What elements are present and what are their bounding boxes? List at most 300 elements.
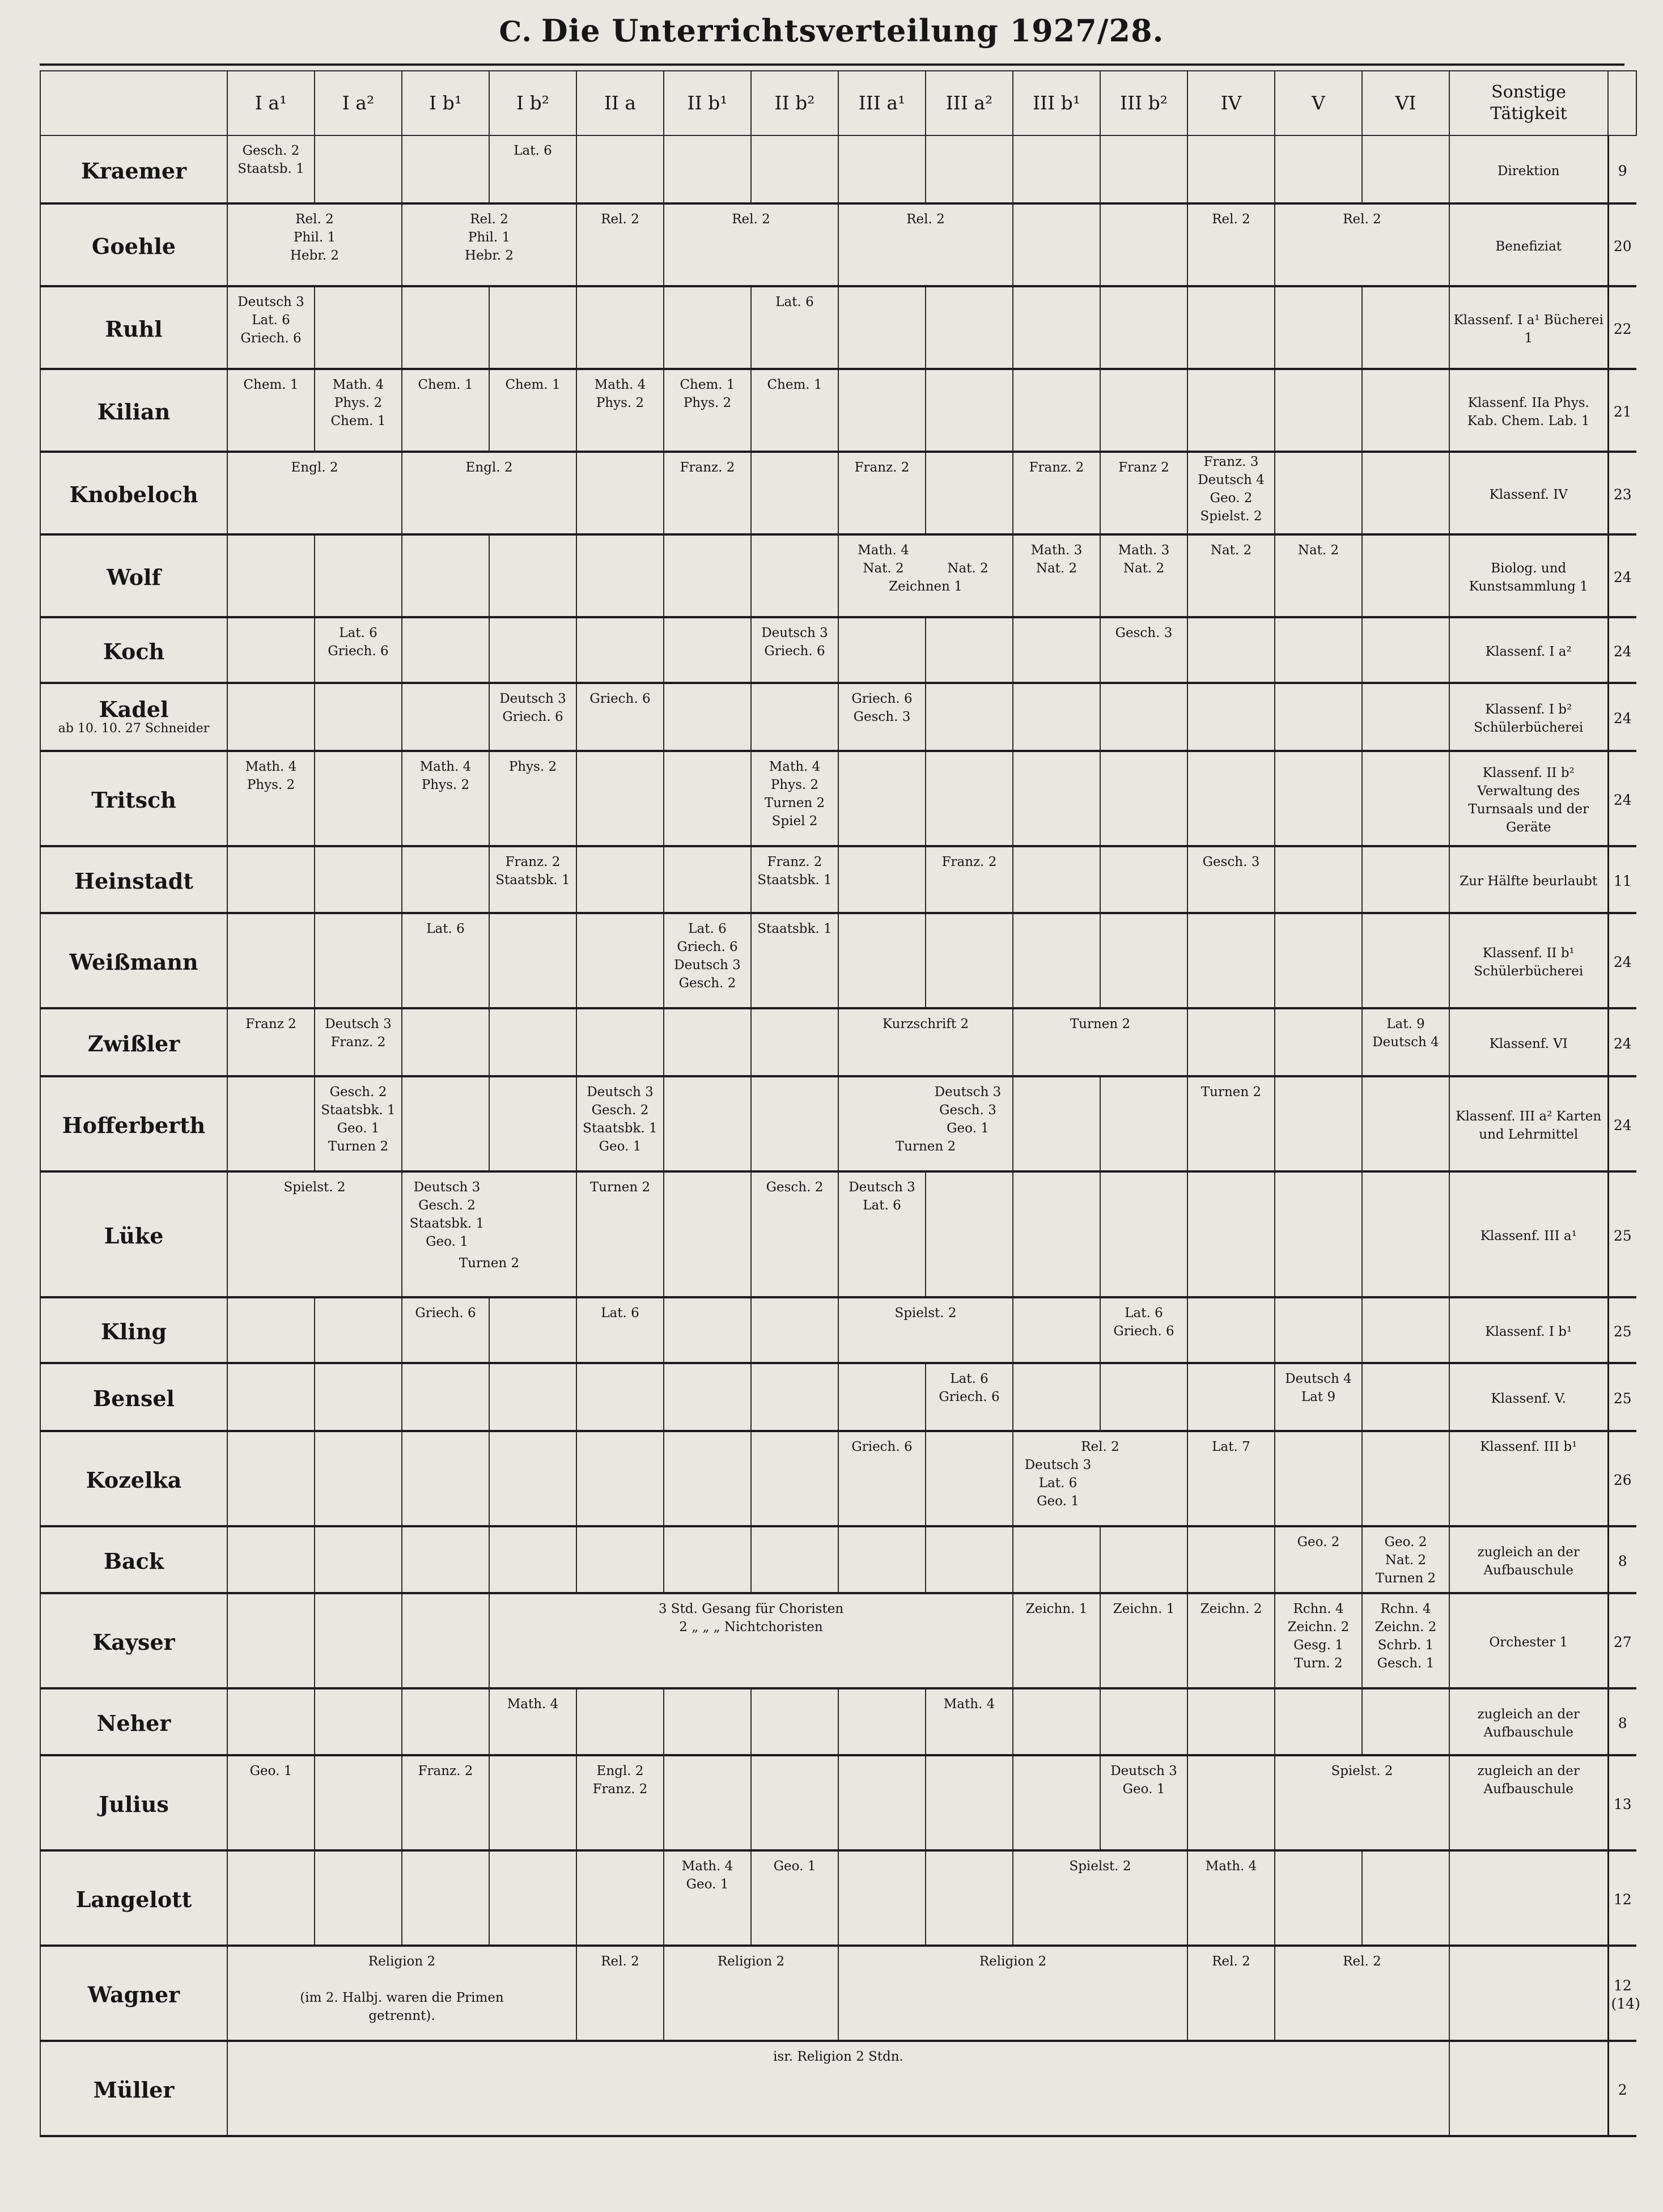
other-duty: Orchester 1 <box>1449 1593 1608 1688</box>
lessons-cell <box>751 1171 838 1297</box>
empty-cell <box>315 913 402 1008</box>
lessons-cell <box>315 369 402 452</box>
empty-cell <box>838 1688 926 1755</box>
empty-cell <box>751 683 838 751</box>
lesson-entry: Franz. 2 <box>592 1782 648 1797</box>
lesson-entry: Staatsbk. 1 <box>757 922 832 936</box>
lesson-entry: Staatsbk. 1 <box>757 873 832 888</box>
empty-cell <box>1013 1755 1100 1850</box>
empty-cell <box>838 617 926 683</box>
lesson-entry: Rel. 2 <box>601 212 639 227</box>
empty-cell <box>1275 135 1362 203</box>
lessons-cell <box>1013 534 1100 617</box>
empty-cell <box>751 1076 838 1171</box>
lesson-entry: Franz. 2 <box>767 855 822 869</box>
teacher-name: Kayser <box>40 1593 227 1688</box>
lessons-cell <box>402 203 576 286</box>
table-row <box>40 2041 1636 2136</box>
empty-cell <box>1187 1363 1275 1431</box>
lessons-cell <box>227 286 315 369</box>
lesson-entry: Gesch. 1 <box>1377 1656 1435 1671</box>
lesson-entry: Zeichn. 1 <box>1025 1602 1088 1616</box>
lesson-entry: Nat. 2 <box>947 561 989 576</box>
lessons-cell <box>1275 1593 1362 1688</box>
empty-cell <box>926 1850 1013 1946</box>
choir-lessons <box>489 1593 1013 1688</box>
lesson-entry: Deutsch 3 <box>934 1085 1002 1099</box>
empty-cell <box>315 286 402 369</box>
empty-cell <box>664 534 751 617</box>
teacher-name: Lüke <box>40 1171 227 1297</box>
header-class: VI <box>1362 71 1449 135</box>
lessons-cell <box>315 1076 402 1171</box>
hours-total: 24 <box>1608 617 1636 683</box>
lessons-cell <box>751 751 838 846</box>
lesson-entry: Engl. 2 <box>596 1764 644 1778</box>
lessons-cell <box>1187 846 1275 913</box>
teacher-name: Goehle <box>40 203 227 286</box>
teacher-name: Bensel <box>40 1363 227 1431</box>
lessons-cell <box>1013 1593 1100 1688</box>
empty-cell <box>489 1363 576 1431</box>
teacher-name: Neher <box>40 1688 227 1755</box>
lesson-entry: Turnen 2 <box>328 1139 389 1154</box>
lesson-entry: Nat. 2 <box>863 561 904 576</box>
lesson-entry: Geo. 2 <box>1210 491 1253 506</box>
empty-cell <box>664 1008 751 1076</box>
lessons-cell <box>1187 534 1275 617</box>
lesson-entry: Franz. 2 <box>330 1035 386 1050</box>
empty-cell <box>1187 913 1275 1008</box>
header-class: III b¹ <box>1013 71 1100 135</box>
lesson-entry: Deutsch 4 <box>1198 473 1265 487</box>
empty-cell <box>838 751 926 846</box>
lesson-entry: Math. 4 <box>419 759 472 774</box>
empty-cell <box>926 913 1013 1008</box>
lesson-entry: Staatsbk. 1 <box>583 1121 657 1136</box>
empty-cell <box>576 1688 664 1755</box>
lesson-entry: Religion 2 <box>717 1954 785 1969</box>
empty-cell <box>227 534 315 617</box>
empty-cell <box>227 1363 315 1431</box>
empty-cell <box>751 1755 838 1850</box>
header-other: Sonstige Tätigkeit <box>1449 71 1608 135</box>
empty-cell <box>1187 1171 1275 1297</box>
empty-cell <box>227 1076 315 1171</box>
empty-cell <box>315 846 402 913</box>
lessons-cell <box>402 1297 489 1363</box>
other-duty: Klassenf. I a² <box>1449 617 1608 683</box>
lessons-cell <box>227 452 402 534</box>
lesson-entry: Turnen 2 <box>1200 1085 1262 1099</box>
lessons-cell <box>489 846 576 913</box>
title-text: Die Unterrichtsverteilung 1927/28. <box>541 12 1164 49</box>
other-duty: Zur Hälfte beurlaubt <box>1449 846 1608 913</box>
lesson-entry: Zeichn. 2 <box>1374 1620 1437 1634</box>
other-duty <box>1449 2041 1608 2136</box>
teacher-substitute-note: ab 10. 10. 27 Schneider <box>58 721 210 736</box>
lessons-cell <box>664 1850 751 1946</box>
lesson-entry: Geo. 2 <box>1384 1535 1427 1549</box>
lesson-entry: Phys. 2 <box>334 396 383 410</box>
empty-cell <box>838 846 926 913</box>
empty-cell <box>926 135 1013 203</box>
empty-cell <box>1362 846 1449 913</box>
empty-cell <box>751 452 838 534</box>
lessons-cell <box>1362 1008 1449 1076</box>
empty-cell <box>1362 913 1449 1008</box>
lesson-entry: Chem. 1 <box>767 377 822 392</box>
empty-cell <box>402 1363 489 1431</box>
lessons-cell <box>489 369 576 452</box>
empty-cell <box>1100 369 1187 452</box>
table-row <box>40 1755 1636 1850</box>
table-row <box>40 1076 1636 1171</box>
shared-lesson: Turnen 2 <box>459 1256 520 1271</box>
empty-cell <box>576 1431 664 1526</box>
empty-cell <box>1187 617 1275 683</box>
empty-cell <box>315 1431 402 1526</box>
empty-cell <box>227 683 315 751</box>
hours-total: 26 <box>1608 1431 1636 1526</box>
lesson-entry: Hebr. 2 <box>464 248 514 263</box>
hours-total: 24 <box>1608 1076 1636 1171</box>
empty-cell <box>227 1688 315 1755</box>
lessons-cell <box>664 913 751 1008</box>
header-class: I b² <box>489 71 576 135</box>
empty-cell <box>926 683 1013 751</box>
empty-cell <box>1275 617 1362 683</box>
empty-cell <box>1187 751 1275 846</box>
lesson-entry: Griech. 6 <box>764 644 825 659</box>
empty-cell <box>838 1526 926 1593</box>
empty-cell <box>489 1297 576 1363</box>
empty-cell <box>1100 203 1187 286</box>
lessons-cell <box>315 1008 402 1076</box>
empty-cell <box>315 1755 402 1850</box>
lessons-cell <box>1275 1946 1449 2041</box>
header-class: III b² <box>1100 71 1187 135</box>
lesson-entry: Gesch. 2 <box>678 976 736 991</box>
lessons-cell: Spielst. 2 <box>227 1171 402 1297</box>
lesson-entry: Phys. 2 <box>421 778 470 792</box>
other-duty: Klassenf. VI <box>1449 1008 1608 1076</box>
teaching-distribution-table <box>40 70 1640 2137</box>
lessons-cell <box>1100 1593 1187 1688</box>
lessons-cell <box>1275 1755 1449 1850</box>
empty-cell <box>1362 1850 1449 1946</box>
empty-cell <box>1275 286 1362 369</box>
empty-cell <box>402 1688 489 1755</box>
other-duty: zugleich an der Aufbauschule <box>1449 1688 1608 1755</box>
other-duty: Klassenf. III a¹ <box>1449 1171 1608 1297</box>
lesson-entry: Griech. 6 <box>502 710 563 724</box>
empty-cell <box>1275 846 1362 913</box>
empty-cell <box>1362 534 1449 617</box>
lessons-subcell <box>405 1178 489 1251</box>
lessons-cell <box>1013 1431 1187 1526</box>
lesson-entry: Math. 4 <box>332 377 384 392</box>
lesson-entry: Turnen 2 <box>764 796 825 810</box>
lessons-cell <box>489 135 576 203</box>
empty-cell <box>1100 751 1187 846</box>
empty-cell <box>1362 617 1449 683</box>
empty-cell <box>1013 286 1100 369</box>
empty-cell <box>489 286 576 369</box>
empty-cell <box>576 1526 664 1593</box>
lessons-cell: Spielst. 2 <box>838 1297 1013 1363</box>
empty-cell <box>664 135 751 203</box>
lesson-entry: Deutsch 3 <box>761 626 828 640</box>
lesson-entry: Chem. 1 <box>505 377 561 392</box>
table-row <box>40 617 1636 683</box>
lessons-subcell <box>926 1083 1010 1137</box>
lessons-cell <box>1013 1008 1187 1076</box>
empty-cell <box>402 1008 489 1076</box>
lesson-entry: Religion 2 <box>368 1954 436 1969</box>
lesson-entry: Lat. 6 <box>1038 1476 1077 1491</box>
header-class: I a² <box>315 71 402 135</box>
lessons-cell <box>751 846 838 913</box>
teacher-name: Zwißler <box>40 1008 227 1076</box>
lesson-entry: Griech. 6 <box>677 940 738 954</box>
lessons-cell <box>576 1755 664 1850</box>
header-class: II a <box>576 71 664 135</box>
header-class: V <box>1275 71 1362 135</box>
empty-cell <box>1275 452 1362 534</box>
lessons-cell <box>1275 1526 1362 1593</box>
empty-cell <box>1362 452 1449 534</box>
empty-cell <box>926 1526 1013 1593</box>
hours-total: 25 <box>1608 1363 1636 1431</box>
empty-cell <box>664 1076 751 1171</box>
lesson-entry: Deutsch 4 <box>1285 1372 1352 1386</box>
hours-total: 12 <box>1608 1850 1636 1946</box>
table-row <box>40 369 1636 452</box>
lessons-cell <box>227 1755 315 1850</box>
empty-cell <box>664 1431 751 1526</box>
teacher-name: Wolf <box>40 534 227 617</box>
empty-cell <box>402 1850 489 1946</box>
empty-cell <box>1187 683 1275 751</box>
empty-cell <box>576 1008 664 1076</box>
empty-cell <box>576 751 664 846</box>
lessons-cell <box>1100 534 1187 617</box>
header-row <box>40 71 1636 135</box>
lesson-entry: Nat. 2 <box>1297 543 1339 558</box>
header-teacher <box>40 71 227 135</box>
table-row <box>40 534 1636 617</box>
hours-total: 8 <box>1608 1688 1636 1755</box>
lesson-entry: Spielst. 2 <box>1331 1764 1393 1778</box>
hours-total: 23 <box>1608 452 1636 534</box>
lesson-entry: Lat. 6 <box>863 1198 901 1213</box>
empty-cell <box>751 1431 838 1526</box>
empty-cell <box>1187 1008 1275 1076</box>
empty-cell <box>926 751 1013 846</box>
empty-cell <box>926 1171 1013 1297</box>
empty-cell <box>1275 1688 1362 1755</box>
empty-cell <box>1362 1076 1449 1171</box>
lesson-entry: Staatsbk. 1 <box>409 1216 485 1231</box>
lessons-cell <box>489 1688 576 1755</box>
lessons-cell <box>1187 452 1275 534</box>
teacher-name: Julius <box>40 1755 227 1850</box>
lesson-entry: Griech. 6 <box>851 691 913 706</box>
empty-cell <box>1013 1526 1100 1593</box>
lessons-cell <box>751 286 838 369</box>
lesson-entry: Math. 4 <box>943 1697 995 1712</box>
table-row <box>40 1363 1636 1431</box>
lessons-cell <box>1362 1526 1449 1593</box>
empty-cell <box>1275 1076 1362 1171</box>
header-class: I a¹ <box>227 71 315 135</box>
empty-cell <box>315 534 402 617</box>
empty-cell <box>489 1008 576 1076</box>
table-row <box>40 286 1636 369</box>
lesson-entry: Lat. 9 <box>1386 1017 1425 1031</box>
lesson-entry: Geo. 1 <box>1122 1782 1165 1797</box>
lesson-entry: Franz. 2 <box>505 855 561 869</box>
table-row <box>40 1946 1636 2041</box>
lesson-entry: Rchn. 4 <box>1293 1602 1344 1616</box>
lessons-cell: Turnen 2 <box>576 1171 664 1297</box>
empty-cell <box>1013 913 1100 1008</box>
lesson-entry: Rel. 2 <box>1343 212 1381 227</box>
empty-cell <box>664 1297 751 1363</box>
teacher-name: Müller <box>40 2041 227 2136</box>
empty-cell <box>926 617 1013 683</box>
lessons-cell <box>402 369 489 452</box>
empty-cell <box>1362 1363 1449 1431</box>
empty-cell <box>1013 369 1100 452</box>
lesson-entry: Franz. 2 <box>1029 460 1084 475</box>
lesson-entry: Math. 4 <box>507 1697 559 1712</box>
empty-cell <box>1362 286 1449 369</box>
lessons-cell <box>838 203 1013 286</box>
lesson-entry: Franz 2 <box>245 1017 296 1031</box>
lesson-entry: Gesg. 1 <box>1293 1638 1343 1653</box>
lessons-cell <box>402 1755 489 1850</box>
empty-cell <box>1187 135 1275 203</box>
empty-cell <box>1187 1526 1275 1593</box>
lesson-entry: Lat. 6 <box>426 922 465 936</box>
empty-cell <box>1100 1526 1187 1593</box>
lessons-cell <box>838 1076 1013 1171</box>
lessons-cell <box>1187 1076 1275 1171</box>
lessons-cell <box>838 1431 926 1526</box>
lesson-entry: Phys. 2 <box>508 759 557 774</box>
empty-cell <box>227 913 315 1008</box>
other-duty: Klassenf. II b² Verwaltung des Turnsaals und der Geräte <box>1449 751 1608 846</box>
lessons-cell <box>576 369 664 452</box>
lesson-entry: Geo. 1 <box>426 1234 468 1249</box>
lessons-cell <box>576 203 664 286</box>
lesson-entry: Franz. 3 <box>1203 455 1259 469</box>
lesson-entry: Rchn. 4 <box>1380 1602 1431 1616</box>
empty-cell <box>576 846 664 913</box>
empty-cell <box>664 846 751 913</box>
lessons-cell <box>1275 534 1362 617</box>
lessons-cell <box>489 751 576 846</box>
lessons-cell <box>489 683 576 751</box>
empty-cell <box>1013 1076 1100 1171</box>
empty-cell <box>664 1755 751 1850</box>
empty-cell <box>315 1850 402 1946</box>
empty-cell <box>1275 913 1362 1008</box>
empty-cell <box>489 534 576 617</box>
empty-cell <box>1100 683 1187 751</box>
other-duty: Klassenf. I a¹ Bücherei 1 <box>1449 286 1608 369</box>
teacher-name: Knobeloch <box>40 452 227 534</box>
empty-cell <box>402 1431 489 1526</box>
lesson-entry: Gesch. 2 <box>329 1085 387 1099</box>
teacher-name: Langelott <box>40 1850 227 1946</box>
lessons-cell <box>315 617 402 683</box>
lesson-entry: Math. 4 <box>858 543 909 558</box>
empty-cell <box>926 1431 1013 1526</box>
lessons-cell <box>227 203 402 286</box>
lesson-entry: Phys. 2 <box>683 396 732 410</box>
teacher-name: Koch <box>40 617 227 683</box>
empty-cell <box>838 1755 926 1850</box>
lessons-cell <box>1013 452 1100 534</box>
other-duty: Benefiziat <box>1449 203 1608 286</box>
hours-total: 11 <box>1608 846 1636 913</box>
empty-cell <box>1013 751 1100 846</box>
empty-cell <box>227 617 315 683</box>
lessons-cell <box>576 1946 664 2041</box>
empty-cell <box>1013 846 1100 913</box>
lesson-entry: Phil. 1 <box>293 230 336 245</box>
empty-cell <box>751 1363 838 1431</box>
header-class: III a² <box>926 71 1013 135</box>
empty-cell <box>838 286 926 369</box>
empty-cell <box>227 1593 315 1688</box>
empty-cell <box>227 1431 315 1526</box>
lesson-entry: Gesch. 3 <box>853 710 911 724</box>
empty-cell <box>489 1850 576 1946</box>
lessons-cell <box>576 1076 664 1171</box>
other-duty: Klassenf. V. <box>1449 1363 1608 1431</box>
empty-cell <box>315 1688 402 1755</box>
hours-total: 8 <box>1608 1526 1636 1593</box>
empty-cell <box>838 1363 926 1431</box>
empty-cell <box>489 1526 576 1593</box>
lesson-entry: Deutsch 3 <box>237 295 304 309</box>
other-duty: Klassenf. IIa Phys. Kab. Chem. Lab. 1 <box>1449 369 1608 452</box>
lessons-cell <box>1362 1593 1449 1688</box>
header-class: IV <box>1187 71 1275 135</box>
lessons-cell <box>227 1008 315 1076</box>
top-rule <box>40 63 1624 66</box>
lesson-entry: Math. 4 <box>681 1859 733 1874</box>
empty-cell <box>1362 135 1449 203</box>
empty-cell <box>1013 1171 1100 1297</box>
hours-total: 24 <box>1608 913 1636 1008</box>
lesson-entry: Math. 4 <box>594 377 646 392</box>
table-row <box>40 683 1636 751</box>
lesson-entry: Phys. 2 <box>770 778 819 792</box>
hours-total: 12 (14) <box>1608 1946 1636 2041</box>
lessons-cell <box>1187 1850 1275 1946</box>
empty-cell <box>315 683 402 751</box>
lesson-entry: Deutsch 3 <box>413 1180 481 1195</box>
lesson-entry: Math. 4 <box>1205 1859 1257 1874</box>
empty-cell <box>664 1171 751 1297</box>
empty-cell <box>576 1850 664 1946</box>
lessons-cell <box>576 1297 664 1363</box>
